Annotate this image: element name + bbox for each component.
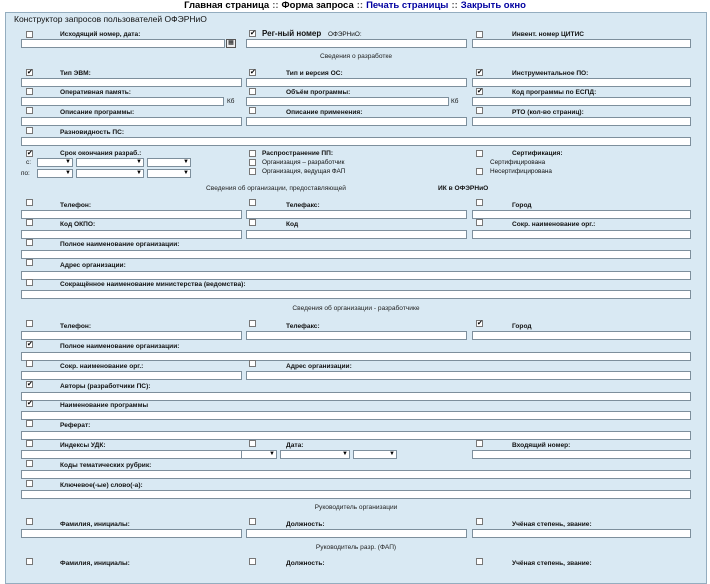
abstract-label: Реферат: xyxy=(60,422,91,429)
ministry-label: Сокращённое наименование министерства (ведомства): xyxy=(60,281,246,288)
dev-city-checkbox[interactable]: ✔ xyxy=(477,320,483,327)
org-head-degree-input[interactable] xyxy=(472,529,691,538)
dev-head-fio-checkbox[interactable] xyxy=(26,558,33,565)
certification-checkbox[interactable] xyxy=(476,150,483,157)
deadline-checkbox[interactable]: ✔ xyxy=(27,150,33,157)
date-day-select[interactable]: ▼ xyxy=(241,450,277,459)
date-label: Дата: xyxy=(286,442,304,449)
reg-num-checkbox[interactable]: ✔ xyxy=(250,30,256,37)
dev-phone-label: Телефон: xyxy=(60,323,92,330)
provider-address-checkbox[interactable] xyxy=(26,259,33,266)
nav-link-main[interactable]: Главная страница xyxy=(184,0,270,11)
provider-full-org-checkbox[interactable] xyxy=(26,239,33,246)
dev-phone-checkbox[interactable] xyxy=(26,320,33,327)
org-developer-radio[interactable] xyxy=(249,159,256,166)
dev-head-degree-label: Учёная степень, звание: xyxy=(512,560,592,567)
prog-size-unit: Кб xyxy=(451,98,459,105)
usage-desc-checkbox[interactable] xyxy=(249,107,256,114)
rubric-codes-label: Коды тематических рубрик: xyxy=(60,462,152,469)
ps-variety-label: Разновидность ПС: xyxy=(60,129,125,136)
authors-checkbox[interactable]: ✔ xyxy=(27,381,33,388)
provider-city-checkbox[interactable] xyxy=(476,199,483,206)
provider-address-input[interactable] xyxy=(21,271,691,280)
org-head-position-checkbox[interactable] xyxy=(249,518,256,525)
top-nav xyxy=(0,0,710,12)
prog-size-input[interactable] xyxy=(246,97,449,106)
date-to-label: по: xyxy=(21,170,30,177)
os-type-input[interactable] xyxy=(246,78,467,87)
not-certified-radio[interactable] xyxy=(476,168,483,175)
provider-fax-input[interactable] xyxy=(246,210,467,219)
org-head-position-input[interactable] xyxy=(246,529,467,538)
nav-link-print[interactable]: Печать страницы xyxy=(366,0,449,11)
authors-input[interactable] xyxy=(21,392,691,401)
provider-short-org-checkbox[interactable] xyxy=(476,219,483,226)
prog-desc-label: Описание программы: xyxy=(60,109,135,116)
date-to-year-select[interactable]: ▼ xyxy=(147,169,191,178)
dev-full-org-checkbox[interactable]: ✔ xyxy=(27,341,33,348)
section-dev-info: Сведения о разработке xyxy=(319,53,393,60)
keywords-checkbox[interactable] xyxy=(26,480,33,487)
dev-full-org-label: Полное наименование организации: xyxy=(60,343,180,350)
date-from-year-select[interactable]: ▼ xyxy=(147,158,191,167)
prog-desc-checkbox[interactable] xyxy=(26,107,33,114)
os-type-checkbox[interactable]: ✔ xyxy=(250,69,256,76)
dev-full-org-input[interactable] xyxy=(21,352,691,361)
outgoing-num-checkbox[interactable] xyxy=(26,31,33,38)
eskd-code-checkbox[interactable]: ✔ xyxy=(477,88,483,95)
prog-size-label: Объём программы: xyxy=(286,89,351,96)
provider-okpo-label: Код ОКПО: xyxy=(60,221,96,228)
form-title: Конструктор запросов пользователей ОФЭРНиО xyxy=(14,14,207,24)
dev-phone-input[interactable] xyxy=(21,331,242,340)
date-from-day-select[interactable]: ▼ xyxy=(37,158,73,167)
provider-city-label: Город xyxy=(512,202,532,209)
org-head-degree-checkbox[interactable] xyxy=(476,518,483,525)
tool-sw-checkbox[interactable]: ✔ xyxy=(477,69,483,76)
udk-label: Индексы УДК: xyxy=(60,442,106,449)
dev-head-fio-label: Фамилия, инициалы: xyxy=(60,560,130,567)
provider-short-org-input[interactable] xyxy=(472,230,691,239)
ram-unit: Кб xyxy=(227,98,235,105)
authors-label: Авторы (разработчики ПС): xyxy=(60,383,151,390)
org-head-degree-label: Учёная степень, звание: xyxy=(512,521,592,528)
dev-address-checkbox[interactable] xyxy=(249,360,256,367)
inv-num-checkbox[interactable] xyxy=(476,31,483,38)
rubric-codes-checkbox[interactable] xyxy=(26,460,33,467)
provider-code-label: Код xyxy=(286,221,299,228)
org-fap-radio[interactable] xyxy=(249,168,256,175)
ram-label: Оперативная память: xyxy=(60,89,131,96)
inv-num-label: Инвент. номер ЦИТИС xyxy=(512,31,585,38)
keywords-input[interactable] xyxy=(21,490,691,499)
dev-short-org-input[interactable] xyxy=(21,371,242,380)
prog-name-label: Наименование программы xyxy=(60,402,149,409)
provider-fax-checkbox[interactable] xyxy=(249,199,256,206)
section-org-developer: Сведения об организации - разработчике xyxy=(292,305,420,312)
usage-desc-label: Описание применения: xyxy=(286,109,363,116)
provider-okpo-checkbox[interactable] xyxy=(26,219,33,226)
org-head-fio-checkbox[interactable] xyxy=(26,518,33,525)
evm-type-input[interactable] xyxy=(21,78,242,87)
dev-address-label: Адрес организации: xyxy=(286,363,352,370)
eskd-code-input[interactable] xyxy=(472,97,691,106)
section-org-provider-bold: ИК в ОФЭРНиО xyxy=(438,185,489,192)
nav-separator: :: xyxy=(451,0,458,11)
prog-size-checkbox[interactable] xyxy=(249,88,256,95)
incoming-num-label: Входящий номер: xyxy=(512,442,571,449)
eskd-code-label: Код программы по ЕСПД: xyxy=(512,89,597,96)
section-org-provider: Сведения об организации, предоставляющей xyxy=(206,185,346,192)
prog-desc-input[interactable] xyxy=(21,117,242,126)
calendar-button[interactable]: ▦ xyxy=(226,39,236,48)
evm-type-label: Тип ЭВМ: xyxy=(60,70,91,77)
outgoing-num-label: Исходящий номер, дата: xyxy=(60,31,141,38)
certified-option: Сертифицирована xyxy=(490,159,546,166)
keywords-label: Ключевое(-ые) слово(-а): xyxy=(60,482,143,489)
deadline-label: Срок окончания разраб.: xyxy=(60,150,142,157)
distribution-checkbox[interactable] xyxy=(249,150,256,157)
dev-city-input[interactable] xyxy=(472,331,691,340)
usage-desc-input[interactable] xyxy=(246,117,467,126)
pto-checkbox[interactable] xyxy=(476,107,483,114)
provider-code-input[interactable] xyxy=(246,230,467,239)
dev-address-input[interactable] xyxy=(246,371,691,380)
dev-head-position-label: Должность: xyxy=(286,560,325,567)
dev-city-label: Город xyxy=(512,323,532,330)
date-to-month-select[interactable]: ▼ xyxy=(76,169,144,178)
rubric-codes-input[interactable] xyxy=(21,470,691,479)
prog-name-checkbox[interactable]: ✔ xyxy=(27,400,33,407)
ps-variety-checkbox[interactable] xyxy=(26,127,33,134)
pto-label: PTO (кол-во страниц): xyxy=(512,109,584,116)
section-org-head: Руководитель организации xyxy=(314,504,398,511)
dev-short-org-checkbox[interactable] xyxy=(26,360,33,367)
provider-fax-label: Телефакс: xyxy=(286,202,320,209)
dev-short-org-label: Сокр. наименование орг.: xyxy=(60,363,144,370)
incoming-num-checkbox[interactable] xyxy=(476,440,483,447)
provider-okpo-input[interactable] xyxy=(21,230,242,239)
incoming-num-input[interactable] xyxy=(472,450,691,459)
date-from-label: с: xyxy=(26,159,31,166)
provider-phone-input[interactable] xyxy=(21,210,242,219)
query-constructor-panel xyxy=(5,12,707,584)
reg-num-label: Рег-ный номер xyxy=(262,29,322,38)
nav-separator: :: xyxy=(272,0,279,11)
dev-fax-label: Телефакс: xyxy=(286,323,320,330)
ram-checkbox[interactable] xyxy=(26,88,33,95)
dev-head-degree-checkbox[interactable] xyxy=(476,558,483,565)
abstract-checkbox[interactable] xyxy=(26,420,33,427)
org-fap-option: Организация, ведущая ФАП xyxy=(262,168,346,175)
date-from-month-select[interactable]: ▼ xyxy=(76,158,144,167)
ministry-checkbox[interactable] xyxy=(26,279,33,286)
provider-short-org-label: Сокр. наименование орг.: xyxy=(512,221,596,228)
distribution-label: Распространение ПП: xyxy=(262,150,334,157)
date-month-select[interactable]: ▼ xyxy=(280,450,350,459)
org-developer-option: Организация – разработчик xyxy=(262,159,345,166)
dev-fax-checkbox[interactable] xyxy=(249,320,256,327)
inv-num-input[interactable] xyxy=(472,39,691,48)
ministry-input[interactable] xyxy=(21,290,691,299)
reg-num-input[interactable] xyxy=(246,39,467,48)
tool-sw-input[interactable] xyxy=(472,78,691,87)
nav-link-close[interactable]: Закрыть окно xyxy=(460,0,526,11)
provider-full-org-label: Полное наименование организации: xyxy=(60,241,180,248)
provider-phone-checkbox[interactable] xyxy=(26,199,33,206)
ram-input[interactable] xyxy=(21,97,224,106)
reg-num-label-suffix: ОФЭРНиО: xyxy=(328,31,362,38)
section-dev-head: Руководитель разр. (ФАП) xyxy=(315,544,397,551)
dev-head-position-checkbox[interactable] xyxy=(249,558,256,565)
not-certified-option: Несертифицирована xyxy=(490,168,552,175)
udk-checkbox[interactable] xyxy=(26,440,33,447)
org-head-fio-label: Фамилия, инициалы: xyxy=(60,521,130,528)
outgoing-num-input[interactable] xyxy=(21,39,225,48)
prog-name-input[interactable] xyxy=(21,411,691,420)
pto-input[interactable] xyxy=(472,117,691,126)
provider-address-label: Адрес организации: xyxy=(60,262,126,269)
date-to-day-select[interactable]: ▼ xyxy=(37,169,73,178)
evm-type-checkbox[interactable]: ✔ xyxy=(27,69,33,76)
date-checkbox[interactable] xyxy=(249,440,256,447)
ps-variety-input[interactable] xyxy=(21,137,691,146)
dev-fax-input[interactable] xyxy=(246,331,467,340)
certification-label: Сертификация: xyxy=(512,150,563,157)
nav-link-form[interactable]: Форма запроса xyxy=(281,0,354,11)
udk-input[interactable] xyxy=(21,450,242,459)
provider-city-input[interactable] xyxy=(472,210,691,219)
org-head-position-label: Должность: xyxy=(286,521,325,528)
provider-code-checkbox[interactable] xyxy=(249,219,256,226)
os-type-label: Тип и версия ОС: xyxy=(286,70,343,77)
provider-phone-label: Телефон: xyxy=(60,202,92,209)
nav-separator: :: xyxy=(356,0,364,11)
date-year-select[interactable]: ▼ xyxy=(353,450,397,459)
abstract-input[interactable] xyxy=(21,431,691,440)
tool-sw-label: Инструментальное ПО: xyxy=(512,70,589,77)
org-head-fio-input[interactable] xyxy=(21,529,242,538)
provider-full-org-input[interactable] xyxy=(21,250,691,259)
